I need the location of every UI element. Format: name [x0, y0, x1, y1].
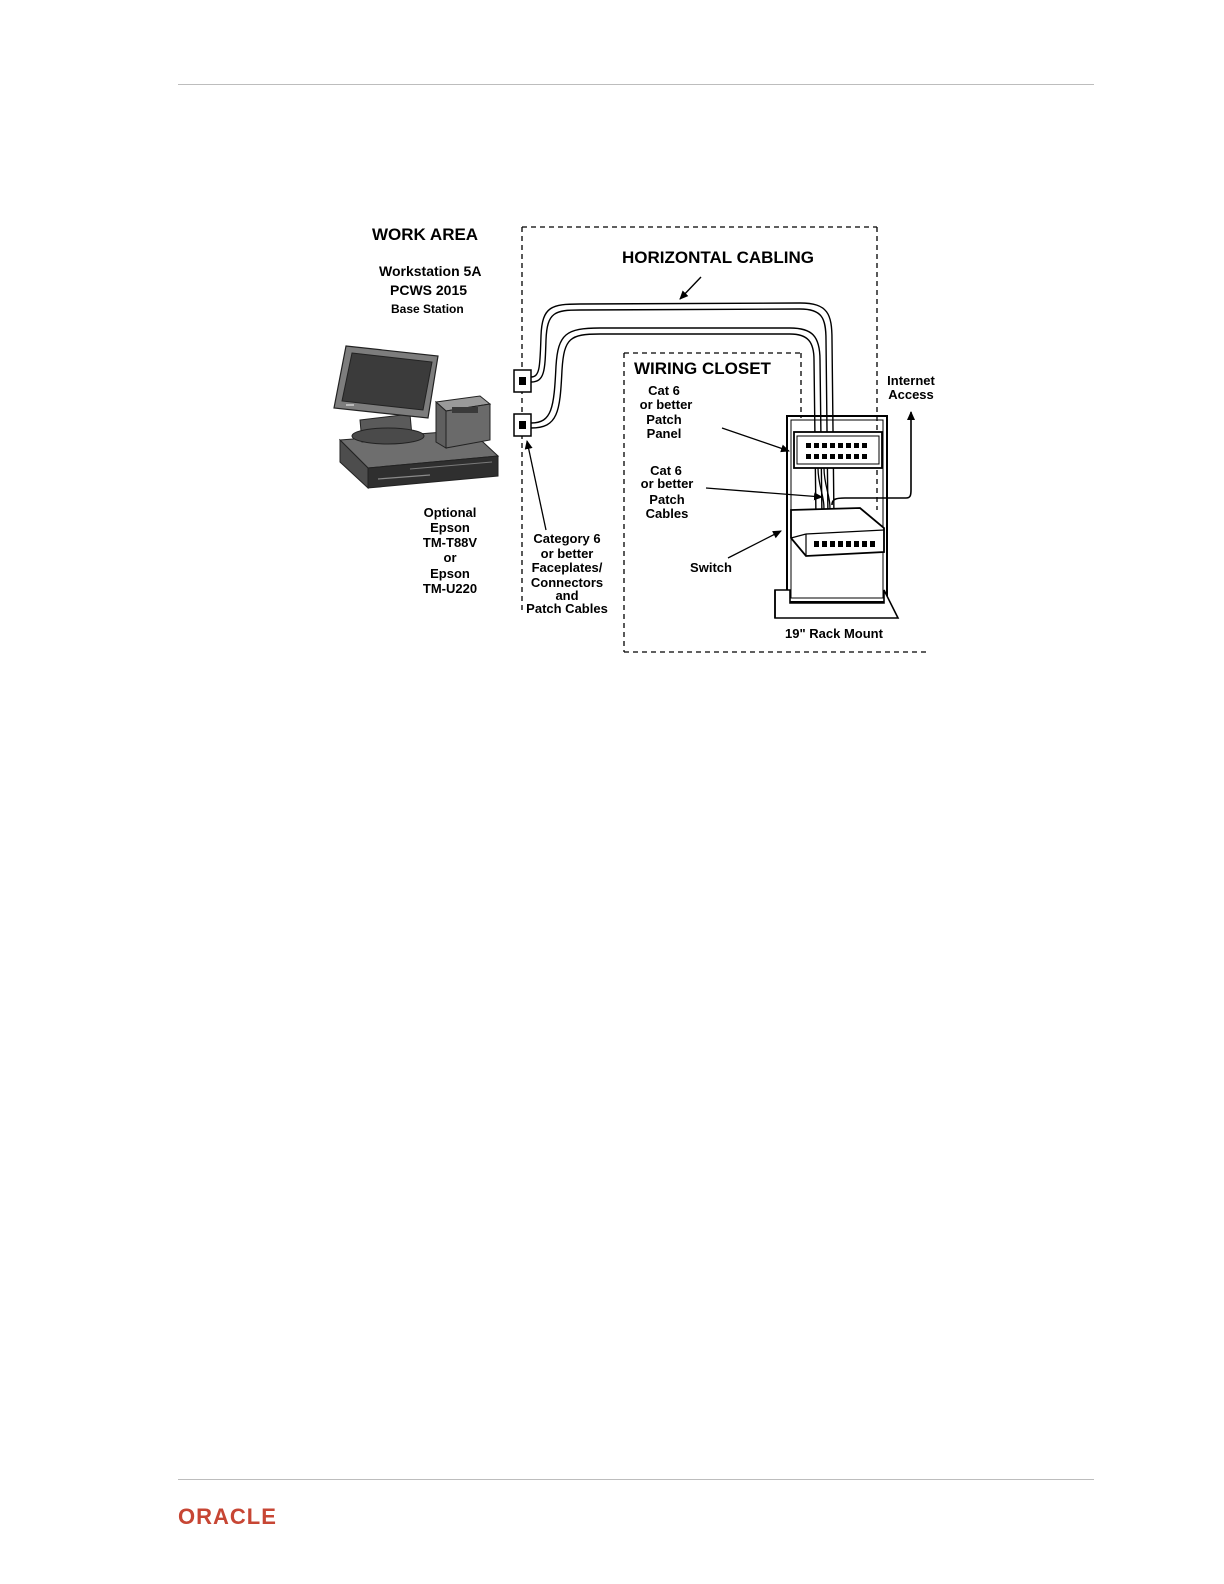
horizontal-cabling-label: HORIZONTAL CABLING	[622, 248, 815, 267]
printer-label-1: Optional	[423, 505, 477, 520]
work-area-label: WORK AREA	[372, 225, 479, 244]
internet-access-label-1: Internet	[887, 373, 935, 388]
network-switch	[791, 508, 884, 556]
printer-label-2: Epson	[430, 520, 470, 535]
patch-cables-label-3: Patch	[649, 492, 685, 507]
printer-label-6: TM-U220	[422, 581, 478, 596]
faceplate-1	[514, 370, 531, 392]
switch-arrow	[728, 531, 781, 558]
patch-panel-label-1: Cat 6	[648, 383, 680, 398]
patch-panel-label-4: Panel	[646, 426, 682, 441]
oracle-logo: ORACLE	[178, 1504, 277, 1529]
internet-access-label-2: Access	[888, 387, 934, 402]
patch-cables-arrow	[706, 488, 822, 497]
faceplates-label-6: Patch Cables	[526, 601, 608, 616]
footer-rule	[178, 1479, 1094, 1480]
faceplate-2	[514, 414, 531, 436]
printer-label-3: TM-T88V	[422, 535, 478, 550]
workstation-label-line2: PCWS 2015	[390, 282, 468, 298]
printer-label-5: Epson	[430, 566, 470, 581]
faceplates-arrow	[527, 441, 546, 530]
faceplates-label-3: Faceplates/	[531, 560, 603, 575]
patch-panel	[794, 432, 882, 468]
pos-workstation-illustration	[334, 346, 498, 488]
switch-label: Switch	[690, 560, 732, 575]
workstation-label-line1: Workstation 5A	[379, 263, 482, 279]
patch-cables-label-4: Cables	[645, 506, 689, 521]
patch-panel-arrow	[722, 428, 789, 451]
horizontal-cabling-arrow	[680, 277, 701, 299]
faceplates-label-1: Category 6	[533, 531, 601, 546]
network-cabling-diagram	[0, 0, 1224, 700]
patch-panel-label-3: Patch	[646, 412, 682, 427]
rack-mount-label: 19" Rack Mount	[785, 626, 883, 641]
patch-panel-label-2: or better	[639, 397, 693, 412]
printer-label-4: or	[443, 550, 457, 565]
patch-cables-label-1: Cat 6	[650, 463, 682, 478]
workstation-label-line3: Base Station	[391, 302, 464, 316]
patch-cables-label-2: or better	[640, 476, 694, 491]
faceplates-label-2: or better	[540, 546, 594, 561]
faceplates-label-4: Connectors	[530, 575, 604, 590]
wiring-closet-label: WIRING CLOSET	[634, 359, 771, 378]
faceplates-label-5: and	[555, 588, 579, 603]
